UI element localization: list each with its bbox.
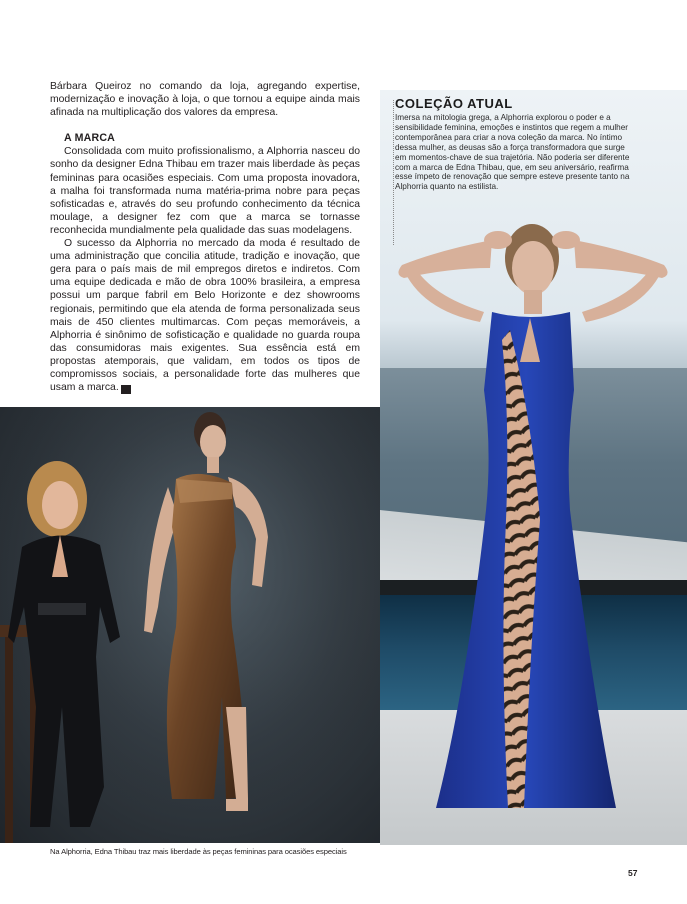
section-heading: A MARCA [64, 132, 116, 145]
article-column [50, 80, 360, 394]
studio-photo [0, 407, 380, 843]
page-number: 57 [628, 868, 638, 878]
article-paragraph-final [50, 237, 360, 394]
article-paragraph: Consolidada com muito profissionalismo, a Alphorria nasceu do sonho da designer Edna Thibau em trazer mais liberdade às peças femininas para ocasiões especiais. Com uma proposta inovadora, a malha foi transformada numa matéria-prima nobre para peças sofisticadas e, através do seu profundo conhecimento da técnica moulage, a designer fez com que a marca se tornasse reconhecida mundialmente pela qualidade das suas modelagens. [50, 146, 360, 236]
model-in-blue-gown-illustration [380, 90, 687, 845]
sidebar-title: COLEÇÃO ATUAL [395, 96, 513, 111]
studio-photo-illustration [0, 407, 380, 843]
article-paragraph-intro: Bárbara Queiroz no comando da loja, agregando expertise, modernização e inovação à loja, o que tornou a equipe ainda mais afinada na multiplicação dos valores da empresa. [50, 81, 360, 119]
seaside-photo [380, 90, 687, 845]
sidebar-dotted-rule [393, 100, 394, 245]
sidebar-box [395, 96, 635, 192]
article-paragraph-text: O sucesso da Alphorria no mercado da moda é resultado de uma administração que concilia atitude, tradição e inovação, que gera para o país mais de mil empregos diretos e indiretos. Com uma equipe dedicada e mão de obra 100% brasileira, a empresa possui um parque fabril em Belo Horizonte e dez showrooms regionais, permitindo que ela atenda de forma personalizada seus mais de 450 clientes multimarcas. Com peças memoráveis, a Alphorria é sinônimo de sofisticação e qualidade no guarda roupa das consumidoras mais exigentes. Sua essência está em propostas atemporais, que validam, em todos os tipos de compromissos sociais, a personalidade forte das mulheres que usam a marca. [50, 238, 360, 394]
sidebar-body: Imersa na mitologia grega, a Alphorria explorou o poder e a sensibilidade feminina, emoções e instintos que regem a mulher contemporânea para criar a nova coleção da marca. No íntimo dessa mulher, as deusas são a força transformadora que surge em momentos-chave de sua trajetória. Não poderia ser diferente com a marca de Edna Thibau, que, em seu aniversário, reafirma esse ímpeto de renovação que sempre esteve presente tanto na Alphorria quanto na estilista. [395, 113, 630, 192]
photo-caption: Na Alphorria, Edna Thibau traz mais liberdade às peças femininas para ocasiões especiais [50, 847, 347, 856]
end-of-article-mark: R [121, 385, 131, 394]
